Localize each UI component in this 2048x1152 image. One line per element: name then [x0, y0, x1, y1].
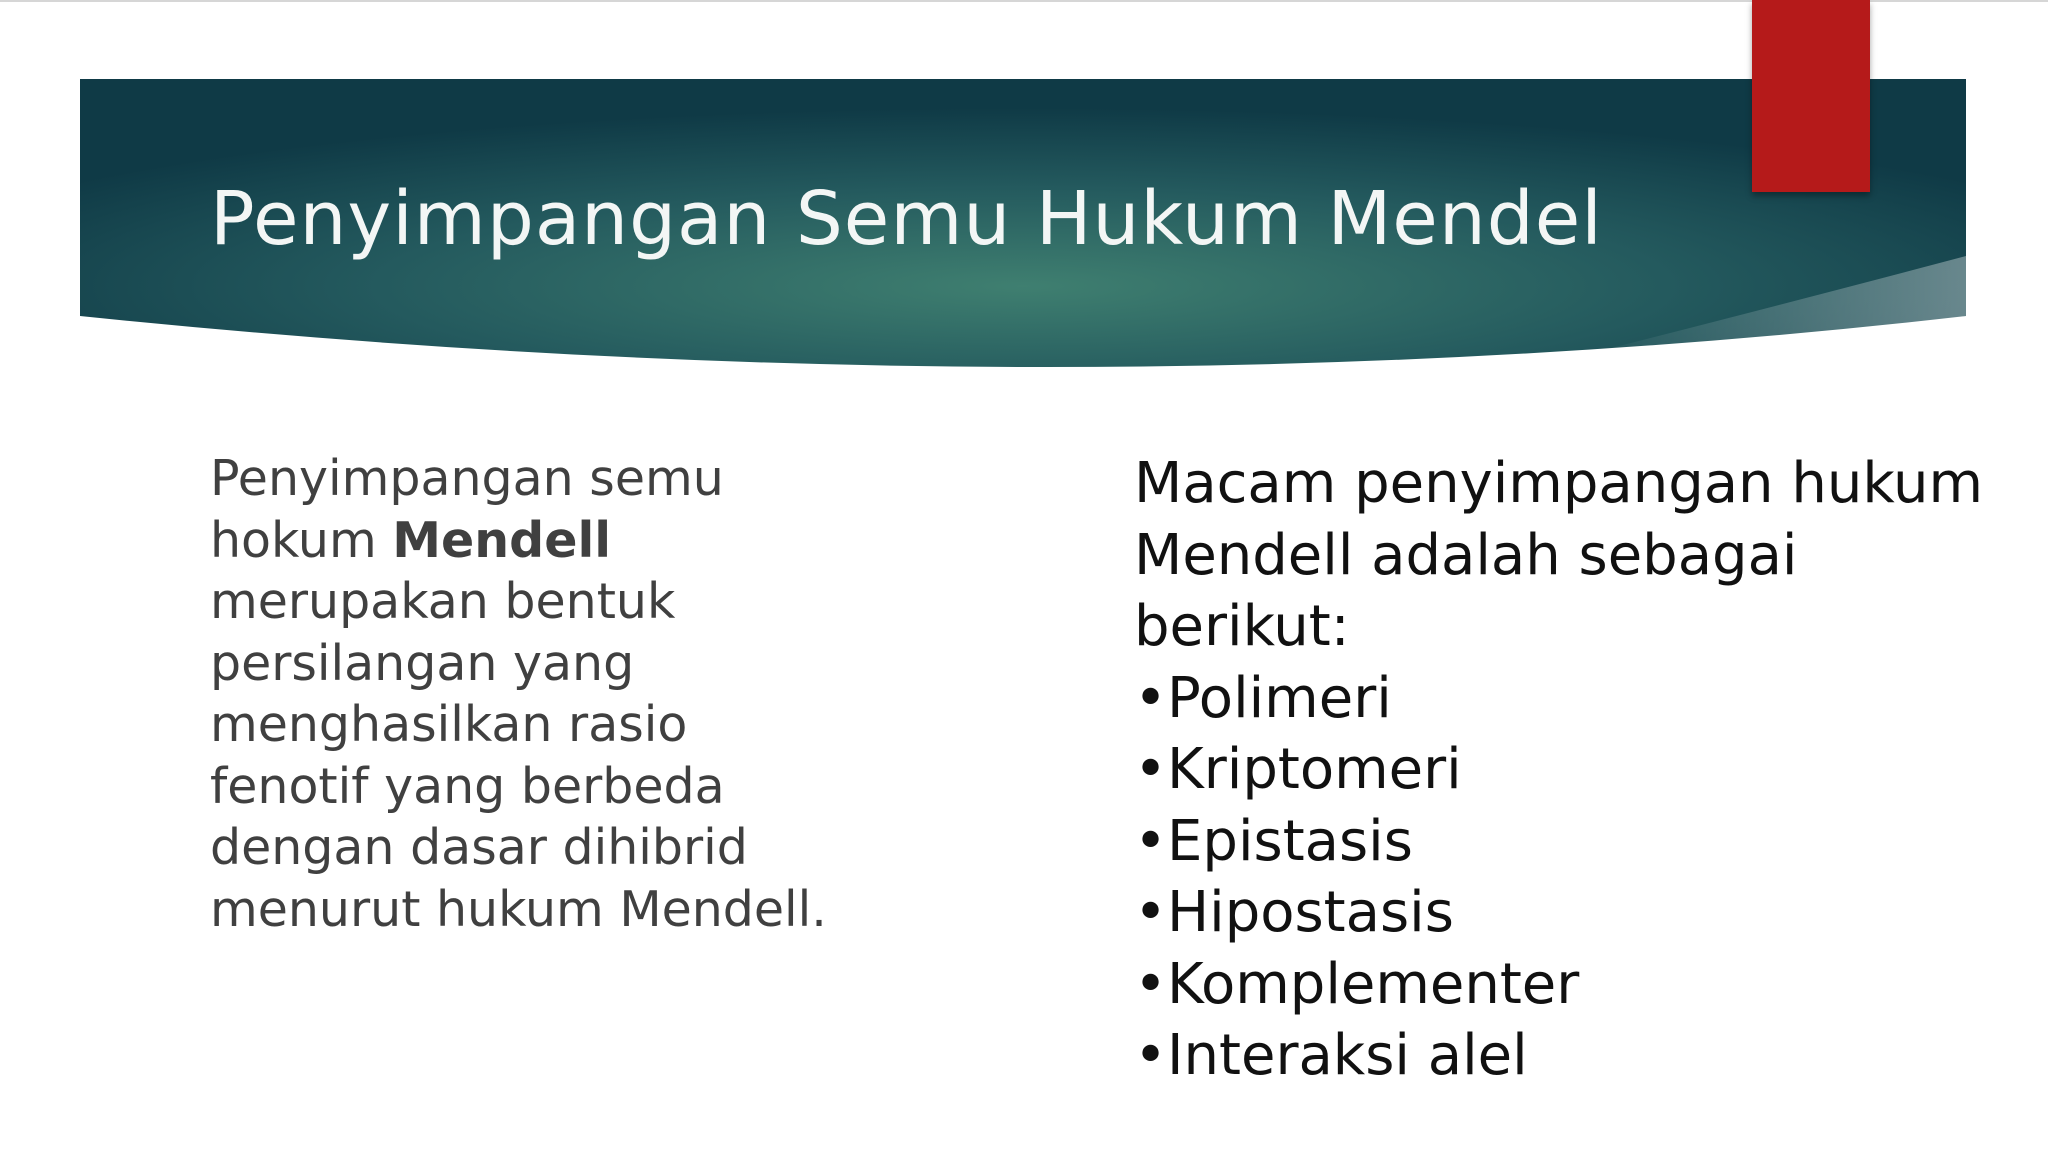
list-item-polimeri: •Polimeri — [1134, 665, 1392, 731]
slide-title: Penyimpangan Semu Hukum Mendel — [210, 176, 1603, 262]
list-item-interaksi-alel: •Interaksi alel — [1134, 1023, 1528, 1088]
definition-text — [210, 448, 850, 940]
definition-text-end: merupakan bentuk persilangan yang menghasilkan rasio fenotif yang berbeda dengan dasar dihibrid menurut hukum Mendell. — [210, 573, 827, 938]
list-item-hipostasis: •Hipostasis — [1134, 880, 1454, 945]
deviation-types-list — [1134, 663, 1994, 1092]
list-item-epistasis: •Epistasis — [1134, 808, 1413, 874]
accent-bookmark — [1752, 0, 1870, 192]
list-item-komplementer: •Komplementer — [1134, 951, 1580, 1017]
list-item-kriptomeri: •Kriptomeri — [1134, 737, 1462, 802]
definition-text-bold: Mendell — [392, 511, 612, 569]
definition-text-start: Penyimpangan semu hokum — [210, 450, 724, 569]
deviation-types-column — [1134, 448, 1994, 1092]
deviation-types-intro: Macam penyimpangan hukum Mendell adalah sebagai berikut: — [1134, 451, 1984, 659]
